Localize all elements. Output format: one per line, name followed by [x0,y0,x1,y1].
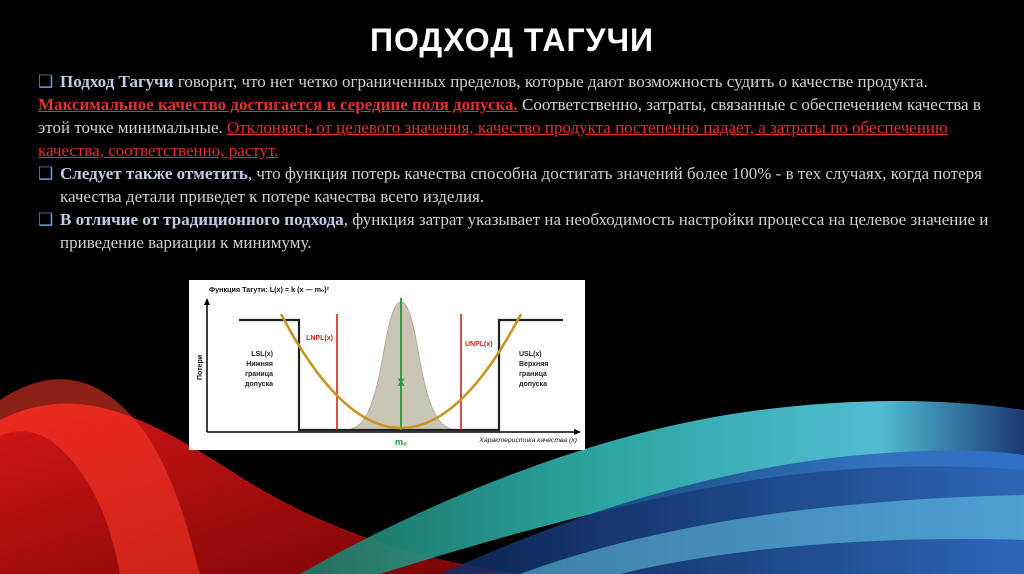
slide-body [38,70,1004,254]
y-axis-arrow-icon [204,298,210,305]
lsl-label: Нижняя [246,361,273,368]
usl-label: Верхняя [519,361,549,368]
bullet-text: , функция затрат указывает на необходимость настройки процесса на целевое значение и приведение вариации к минимуму. [60,210,989,252]
highlight-red: Максимальное качество достигается в середине поля допуска. [38,95,518,114]
x-axis-arrow-icon [574,429,581,435]
bullet-item [38,208,1004,254]
slide-title: ПОДХОД ТАГУЧИ [369,22,655,58]
y-axis-label: Потери [197,354,204,380]
lsl-label: LSL(x) [251,351,273,358]
formula-label: Функция Тагути: L(x) = k (x — m₀)² [209,285,330,294]
bullet-lead: Подход Тагучи [60,72,174,91]
usl-label: допуска [519,381,547,388]
bullet-item [38,70,1004,93]
bullet-text: говорит, что нет четко ограниченных пределов, которые дают возможность судить о качестве продукта. [173,72,928,91]
highlight-red: Отклоняясь от целевого значения, качество продукта постепенно падает, а затраты по обеспечению качества, соответственно, растут. [38,118,948,160]
bullet-item [38,162,1004,208]
lnpl-label: LNPL(x) [306,335,333,342]
checkbox-bullet-icon: ❑ [38,210,54,229]
checkbox-bullet-icon: ❑ [38,72,54,91]
usl-label: граница [519,371,547,378]
x-axis-label: Характеристика качества (x) [479,437,577,444]
lsl-label: допуска [245,381,273,388]
paragraph-text: Соответственно, затраты, связанные с обеспечением качества в этой точке минимальные. [38,95,981,137]
lsl-label: граница [245,371,273,378]
taguchi-diagram [189,280,585,450]
bullet-text: , что функция потерь качества способна достигать значений более 100% - в тех случаях, когда потеря качества детали приведет к потере качества всего изделия. [60,164,982,206]
paragraph [38,93,1004,162]
bullet-lead: Следует также отметить [60,164,248,183]
bullet-lead: В отличие от традиционного подхода [60,210,344,229]
target-x-label: X [397,377,405,389]
m0-label: m₀ [394,437,408,447]
unpl-label: UNPL(x) [465,341,493,348]
usl-label: USL(x) [519,351,542,358]
checkbox-bullet-icon: ❑ [38,164,54,183]
